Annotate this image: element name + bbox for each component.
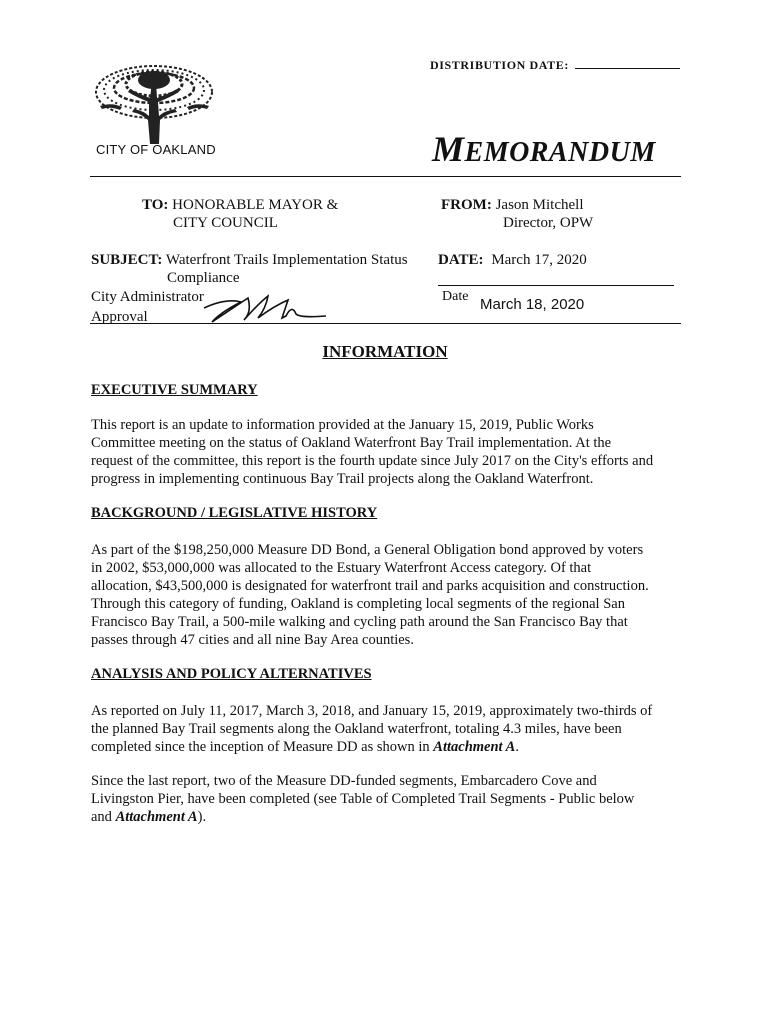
memo-title [432,128,656,170]
memo-title-initial: M [432,129,465,169]
subject-label: SUBJECT: [91,252,163,268]
from-label: FROM: [441,197,492,213]
oak-tree-icon [92,62,217,144]
analysis-paragraph [91,702,691,756]
date-value: March 17, 2020 [491,252,587,268]
from-block [441,196,583,214]
executive-summary-paragraph [91,416,691,488]
to-block [142,196,338,214]
to-label: TO: [142,197,169,213]
subject-line1: Waterfront Trails Implementation Status [165,252,408,268]
text-span: and [91,809,116,825]
subject-divider [438,285,674,286]
text-line [91,738,691,756]
subject-block [91,251,408,269]
routing-divider [90,323,681,324]
text-line: Since the last report, two of the Measure DD-funded segments, Embarcadero Cove and [91,773,597,789]
to-line1: HONORABLE MAYOR & [172,197,339,213]
approval-line2: Approval [91,309,148,325]
text-line: As part of the $198,250,000 Measure DD Bond, a General Obligation bond approved by voters [91,542,644,558]
approval-date-value: March 18, 2020 [480,296,585,313]
text-span: . [515,739,519,755]
text-line: This report is an update to information provided at the January 15, 2019, Public Works [91,417,594,433]
text-line: Livingston Pier, have been completed (see Table of Completed Trail Segments - Public below [91,791,635,807]
approval-line1: City Administrator [91,289,204,305]
background-paragraph [91,541,691,649]
text-line: request of the committee, this report is the fourth update since July 2017 on the City's efforts and [91,453,654,469]
text-line: As reported on July 11, 2017, March 3, 2018, and January 15, 2019, approximately two-thirds of [91,703,653,719]
subject-line2: Compliance [167,270,240,286]
distribution-label: DISTRIBUTION DATE: [430,58,569,72]
header-divider [90,176,681,177]
text-line: Through this category of funding, Oakland is completing local segments of the regional San [91,596,625,612]
distribution-date [430,58,680,73]
text-line [91,808,691,826]
text-line: the planned Bay Trail segments along the Oakland waterfront, totaling 4.3 miles, have been [91,721,622,737]
memo-title-rest: EMORANDUM [464,137,656,168]
attachment-a-reference: Attachment A [433,739,516,755]
text-line: Francisco Bay Trail, a 500-mile walking and cycling path around the San Francisco Bay that [91,614,628,630]
text-line: in 2002, $53,000,000 was allocated to the Estuary Waterfront Access category. Of that [91,560,592,576]
date-label: DATE: [438,252,484,268]
text-span: completed since the inception of Measure DD as shown in [91,739,434,755]
background-heading: BACKGROUND / LEGISLATIVE HISTORY [91,505,378,521]
to-line2: CITY COUNCIL [173,215,278,231]
text-span: ). [197,809,207,825]
information-heading: INFORMATION [322,342,448,361]
from-line1: Jason Mitchell [495,197,584,213]
text-line: allocation, $43,500,000 is designated for waterfront trail and parks acquisition and construction. [91,578,649,594]
text-line: passes through 47 cities and all nine Bay Area counties. [91,632,414,648]
signature [196,288,336,328]
analysis-heading: ANALYSIS AND POLICY ALTERNATIVES [91,666,372,682]
since-last-report-paragraph [91,772,691,826]
attachment-a-reference: Attachment A [115,809,198,825]
from-line2: Director, OPW [503,215,594,231]
text-line: progress in implementing continuous Bay Trail projects along the Oakland Waterfront. [91,471,594,487]
text-line: Committee meeting on the status of Oakland Waterfront Bay Trail implementation. At the [91,435,612,451]
date-block [438,251,587,269]
executive-summary-heading: EXECUTIVE SUMMARY [91,382,258,398]
city-name: CITY OF OAKLAND [96,142,216,157]
approval-date-label: Date [442,289,469,304]
distribution-date-blank [575,58,680,69]
